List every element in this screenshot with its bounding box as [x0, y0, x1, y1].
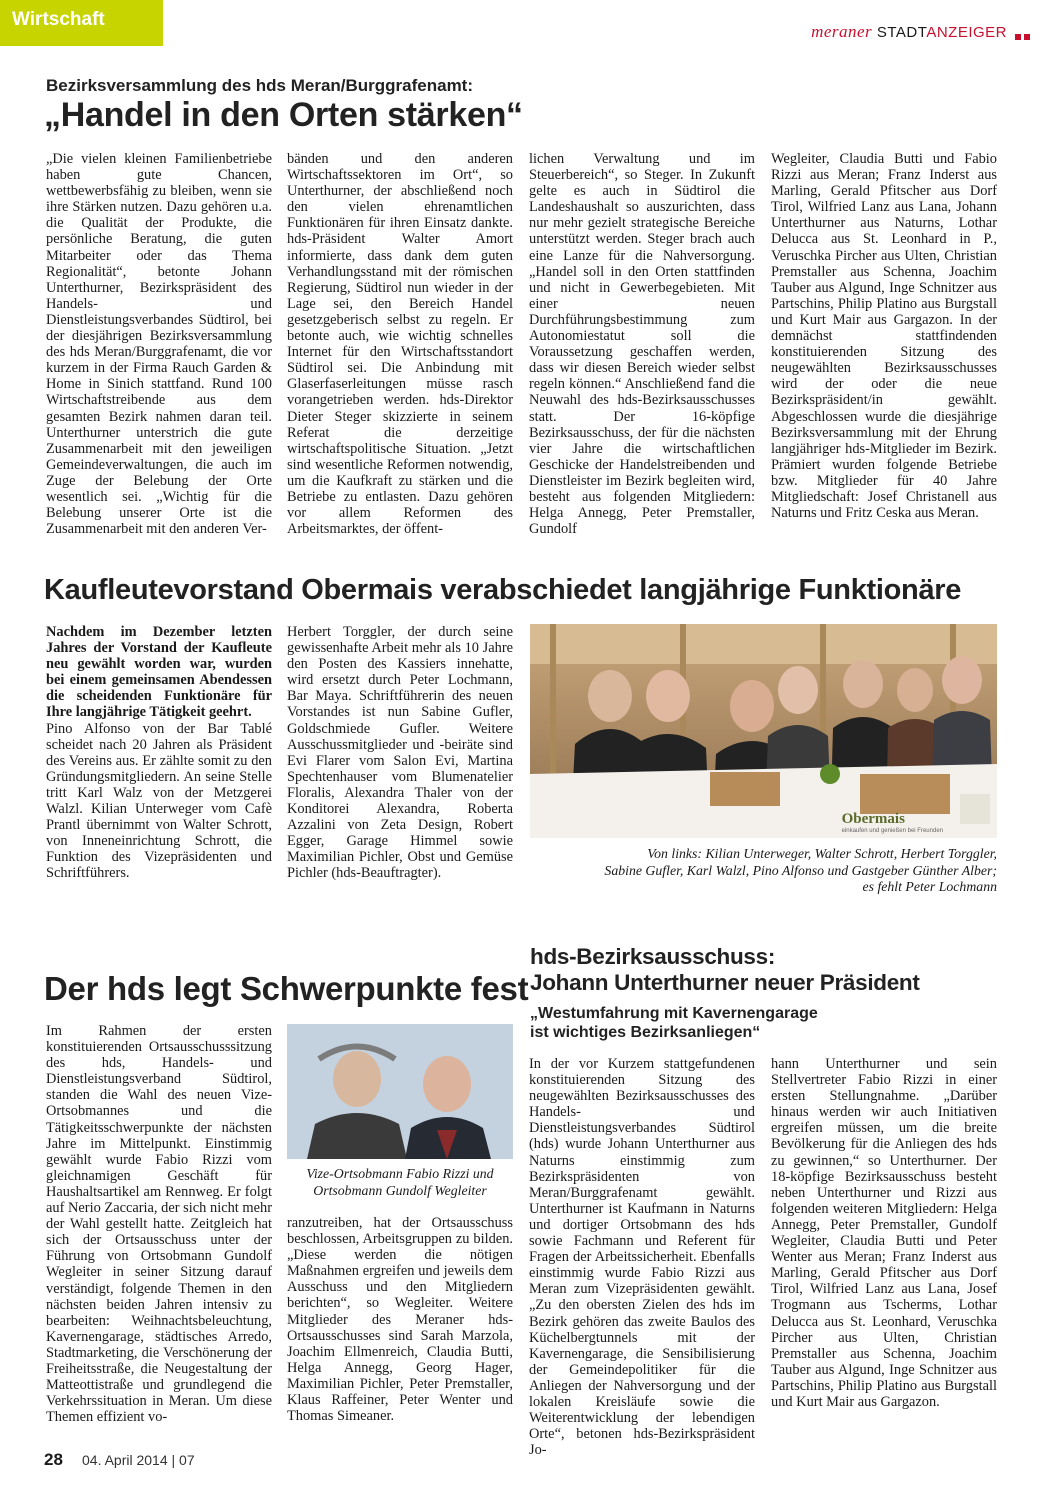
article2-col2-text: Herbert Torggler, der durch seine gewissenhafte Arbeit mehr als 10 Jahre den Posten des Kassiers innehatte, wird ersetzt durch Peter Lochmann, Bar Maya. Schriftführerin des neuen Vorstandes ist nun Sabine Gufler, Goldschmiede Gufler. Weitere Ausschussmitglieder und -beiräte sind Evi Flarer vom Salon Evi, Martina Spechtenhauser vom Blumenatelier Floralis, Alexandra Thaler von der Konditorei Alexandra, Roberta Azzalini von Zeta Design, Robert Egger, Garage Himmel sowie Maximilian Pichler, Obst und Gemüse Pichler (hds-Beauftragter).: [287, 624, 513, 882]
article4-headline: [530, 944, 920, 996]
article3-column-2: [287, 1215, 513, 1424]
article2-caption-line-2: Sabine Gufler, Karl Walzl, Pino Alfonso und Gastgeber Günther Alber;: [604, 862, 997, 878]
article1-column-3: [529, 151, 755, 537]
brand-dots-icon: [1015, 27, 1033, 35]
article3-column-1: [46, 1023, 272, 1425]
obermais-logo-sub: einkaufen und genießen bei Freunden: [841, 828, 943, 834]
article2-column-1: [46, 624, 272, 882]
brand-stadt: STADT: [876, 24, 927, 41]
article4-column-1: [529, 1056, 755, 1458]
brand-logo: [811, 22, 1007, 42]
article1-column-4: [771, 151, 997, 521]
article4-headline-line-2: Johann Unterthurner neuer Präsident: [530, 970, 920, 995]
article3-col2-text: ranzutreiben, hat der Ortsausschuss beschlossen, Arbeitsgruppen zu bilden. „Diese werden die nötigen Maßnahmen ergreifen und jeweils dem Ausschuss und den Mitgliedern berichten“, so Wegleiter. Weitere Mitglieder des Meraner hds-Ortsausschusses sind Sarah Marzola, Joachim Ellmenreich, Claudia Butti, Helga Annegg, Georg Hager, Maximilian Pichler, Peter Premstaller, Klaus Raffeiner, Peter Wenter und Thomas Simeaner.: [287, 1215, 513, 1425]
article1-col1-text: „Die vielen kleinen Familienbetriebe haben gute Chancen, wettbewerbsfähig zu bleiben, wenn sie ihre Stärken nutzen. Dazu gehören u.a. die Qualität der Produkte, die persönliche Beratung, die guten Mitarbeiter oder das Thema Regionalität“, betonte Johann Unterthurner, Bezirkspräsident des Handels- und Dienstleistungsverbandes Südtirol, bei der diesjährigen Bezirksversammlung des hds Meran/Burggrafenamt, die vor kurzem in der Firma Rauch Garden & Home in Sinich stattfand. Rund 100 Wirtschaftstreibende aus dem gesamten Bezirk nahmen daran teil. Unterthurner unterstrich die gute Zusammenarbeit mit den jeweiligen Gemeindeverwaltungen, die auch im Zuge der Belebung der Orte wesentlich sei. „Wichtig für die Belebung unserer Orte ist die Zusammenarbeit mit den anderen Ver-: [46, 151, 272, 538]
article4-sub-line-1: „Westumfahrung mit Kavernengarage: [530, 1005, 818, 1022]
section-tab: [0, 0, 163, 46]
article4-sub-line-2: ist wichtiges Bezirksanliegen“: [530, 1024, 761, 1041]
article2-caption: [530, 846, 997, 896]
article2-headline: Kaufleutevorstand Obermais verabschiedet langjährige Funktionäre: [44, 574, 962, 606]
section-label: Wirtschaft: [12, 9, 105, 30]
article1-col4-text: Wegleiter, Claudia Butti und Fabio Rizzi aus Meran; Franz Inderst aus Marling, Gerald Pfitscher aus Dorf Tirol, Wilfried Lanz aus Lana, Johann Unterthurner aus Naturns, Lothar Delucca aus St. Leonhard in P., Veruschka Pircher aus Ulten, Christian Premstaller aus Schenna, Joachim Tauber aus Algund, Inge Schnitzer aus Partschins, Philip Platino aus Burgstall und Kurt Mair aus Gargazon. In der demnächst stattfindenden konstituierenden Sitzung des neugewählten Bezirksausschusses wird der oder die neue Bezirkspräsident/in gewählt. Abgeschlossen wurde die diesjährige Bezirksversammlung mit der Ehrung langjähriger hds-Mitglieder im Bezirk. Prämiert wurden folgende Betriebe bzw. Mitglieder für 40 Jahre Mitgliedschaft: Josef Christanell aus Naturns und Fritz Ceska aus Meran.: [771, 151, 997, 522]
obermais-logo-text: Obermais: [841, 811, 905, 827]
article3-caption-line-2: Ortsobmann Gundolf Wegleiter: [313, 1182, 487, 1198]
page-number: 28: [44, 1450, 63, 1469]
article1-headline: „Handel in den Orten stärken“: [44, 96, 523, 134]
article4-col1-text: In der vor Kurzem stattgefundenen konstituierenden Sitzung des neugewählten Bezirksausschusses des Handels- und Dienstleistungsverbandes Südtirol (hds) wurde Johann Unterthurner aus Naturns einstimmig zum Bezirkspräsidenten von Meran/Burggrafenamt gewählt. Unterthurner ist Kaufmann in Naturns und dortiger Ortsobmann des hds sowie Fachmann und Referent für Fragen der Arbeitssicherheit. Ebenfalls einstimmig wurde Fabio Rizzi aus Meran zum Vizepräsidenten gewählt. „Zu den obersten Zielen des hds im Bezirk gehören das zweite Baulos des Küchelbergtunnels mit der Kavernengarage, die Sensibilisierung der Gemeindepolitiker für die Anliegen der Nahversorgung und der lokalen Kreisläufe sowie die Weiterentwicklung der lebendigen Orte“, betonen hds-Bezirkspräsident Jo-: [529, 1056, 755, 1459]
article2-lead: Nachdem im Dezember letzten Jahres der Vorstand der Kaufleute neu gewählt worden war, wurden bei einem gemeinsamen Abendessen die scheidenden Funktionäre für Ihre langjährige Tätigkeit geehrt.: [46, 624, 272, 721]
officials-illustration: [287, 1024, 513, 1159]
group-dinner-photo: [530, 624, 997, 838]
article2-caption-line-3: es fehlt Peter Lochmann: [862, 879, 997, 894]
article2-column-2: [287, 624, 513, 882]
officials-photo: [287, 1024, 513, 1159]
article2-col1-text: Pino Alfonso von der Bar Tablé scheidet nach 20 Jahren als Präsident des Vereins aus. Er zählte somit zu den Gründungsmitgliedern. An seine Stelle tritt Karl Walz von der Metzgerei Walzl. Kilian Unterweger vom Cafè Prantl übernimmt von Walter Schrott, von Inneneinrichtung Schrott, die Funktion des Vizepräsidenten und Schriftführers.: [46, 720, 272, 882]
article3-caption-line-1: Vize-Ortsobmann Fabio Rizzi und: [306, 1166, 494, 1181]
article3-caption: [287, 1166, 513, 1199]
article1-col2-text: bänden und den anderen Wirtschaftssektoren im Ort“, so Unterthurner, der abschließend noch den vielen ehrenamtlichen Funktionären für ihren Einsatz dankte. hds-Präsident Walter Amort informierte, dass dank dem guten Verhandlungsstand mit der römischen Regierung, Südtirol nun wieder in der Lage sei, den Bereich Handel gesetzgeberisch selbst zu regeln. Er betonte auch, wie wichtig schnelles Internet für den Wirtschaftsstandort Südtirol sei. Die Anbindung mit Glaserfaserleitungen müsse rasch vorangetrieben werden. hds-Direktor Dieter Steger skizzierte in seinem Referat die derzeitige wirtschaftspolitische Situation. „Jetzt sind wesentliche Reformen notwendig, um die Kaufkraft zu stärken und die Betriebe zu entlasten. Dazu gehören vor allem Reformen des Arbeitsmarktes, der öffent-: [287, 151, 513, 538]
article1-column-1: [46, 151, 272, 537]
article4-headline-line-1: hds-Bezirksausschuss:: [530, 944, 776, 969]
issue-date: 04. April 2014 | 07: [82, 1452, 195, 1468]
article4-subheadline: [530, 1004, 818, 1042]
article1-kicker: Bezirksversammlung des hds Meran/Burggrafenamt:: [46, 76, 474, 95]
article1-col3-text: lichen Verwaltung und im Steuerbereich“, so Steger. In Zukunft gelte es auch in Südtirol die Landeshaushalt so auszurichten, dass nur mehr gezielt strategische Bereiche unterstützt werden. Steger brach auch eine Lanze für die Nahversorgung. „Handel soll in den Orten stattfinden und nicht in Gewerbegebieten. Mit einer neuen Durchführungsbestimmung zum Autonomiestatut soll die Voraussetzung geschaffen werden, dass wir diesen Bereich wieder selbst regeln können.“ Anschließend fand die Neuwahl des hds-Bezirksausschusses statt. Der 16-köpfige Bezirksausschuss, der für die nächsten vier Jahre die wirtschaftlichen Geschicke der Handelstreibenden und Dienstleister im Bezirk begleiten wird, besteht aus folgenden Mitgliedern: Helga Annegg, Peter Premstaller, Gundolf: [529, 151, 755, 538]
article4-column-2: [771, 1056, 997, 1410]
brand-meraner: meraner: [811, 22, 873, 41]
obermais-logo: [842, 811, 943, 834]
article3-col1-text: Im Rahmen der ersten konstituierenden Ortsausschusssitzung des hds, Handels- und Dienstleistungsverband Südtirol, standen die Wahl des neuen Vize-Ortsobmannes und die Tätigkeitsschwerpunkte der nächsten Jahre im Mittelpunkt. Einstimmig gewählt wurde Fabio Rizzi vom gleichnamigen Geschäft für Haushaltsartikel am Rennweg. Er folgt auf Nerio Zaccaria, der sich nicht mehr der Wahl gestellt hatte. Zeitgleich hat sich der Ortsausschuss unter der Führung von Ortsobmann Gundolf Wegleiter in seiner Sitzung darauf verständigt, folgende Themen in den nächsten beiden Jahren intensiv zu bearbeiten: Weihnachtsbeleuchtung, Kavernengarage, städtisches Arredo, Stadtmarketing, die Verschönerung der Freiheitsstraße, die Neugestaltung der Matteottistraße und grundlegend die Verkehrssituation in Meran. Um diese Themen effizient vo-: [46, 1023, 272, 1426]
article4-col2-text: hann Unterthurner und sein Stellvertreter Fabio Rizzi in einer ersten Stellungnahme. „Darüber hinaus werden wir auch Initiativen ergreifen müssen, um die breite Bevölkerung für die Anliegen des hds zu gewinnen,“ so Unterthurner. Der 18-köpfige Bezirksausschuss besteht neben Unterthurner und Rizzi aus folgenden weiteren Mitgliedern: Helga Annegg, Peter Premstaller, Gundolf Wegleiter, Claudia Butti und Peter Wenter aus Meran; Franz Inderst aus Marling, Gerald Pfitscher aus Dorf Tirol, Wilfried Lanz aus Lana, Josef Trogmann aus Tscherms, Lothar Delucca aus St. Leonhard, Veruschka Pircher aus Ulten, Christian Premstaller aus Schenna, Joachim Tauber aus Algund, Inge Schnitzer aus Partschins, Philip Platino aus Burgstall und Kurt Mair aus Gargazon.: [771, 1056, 997, 1410]
brand-anzeiger: ANZEIGER: [926, 24, 1007, 41]
article2-caption-line-1: Von links: Kilian Unterweger, Walter Schrott, Herbert Torggler,: [647, 846, 997, 861]
article1-column-2: [287, 151, 513, 537]
group-dinner-illustration: [530, 624, 997, 838]
article3-headline: Der hds legt Schwerpunkte fest: [44, 970, 529, 1007]
